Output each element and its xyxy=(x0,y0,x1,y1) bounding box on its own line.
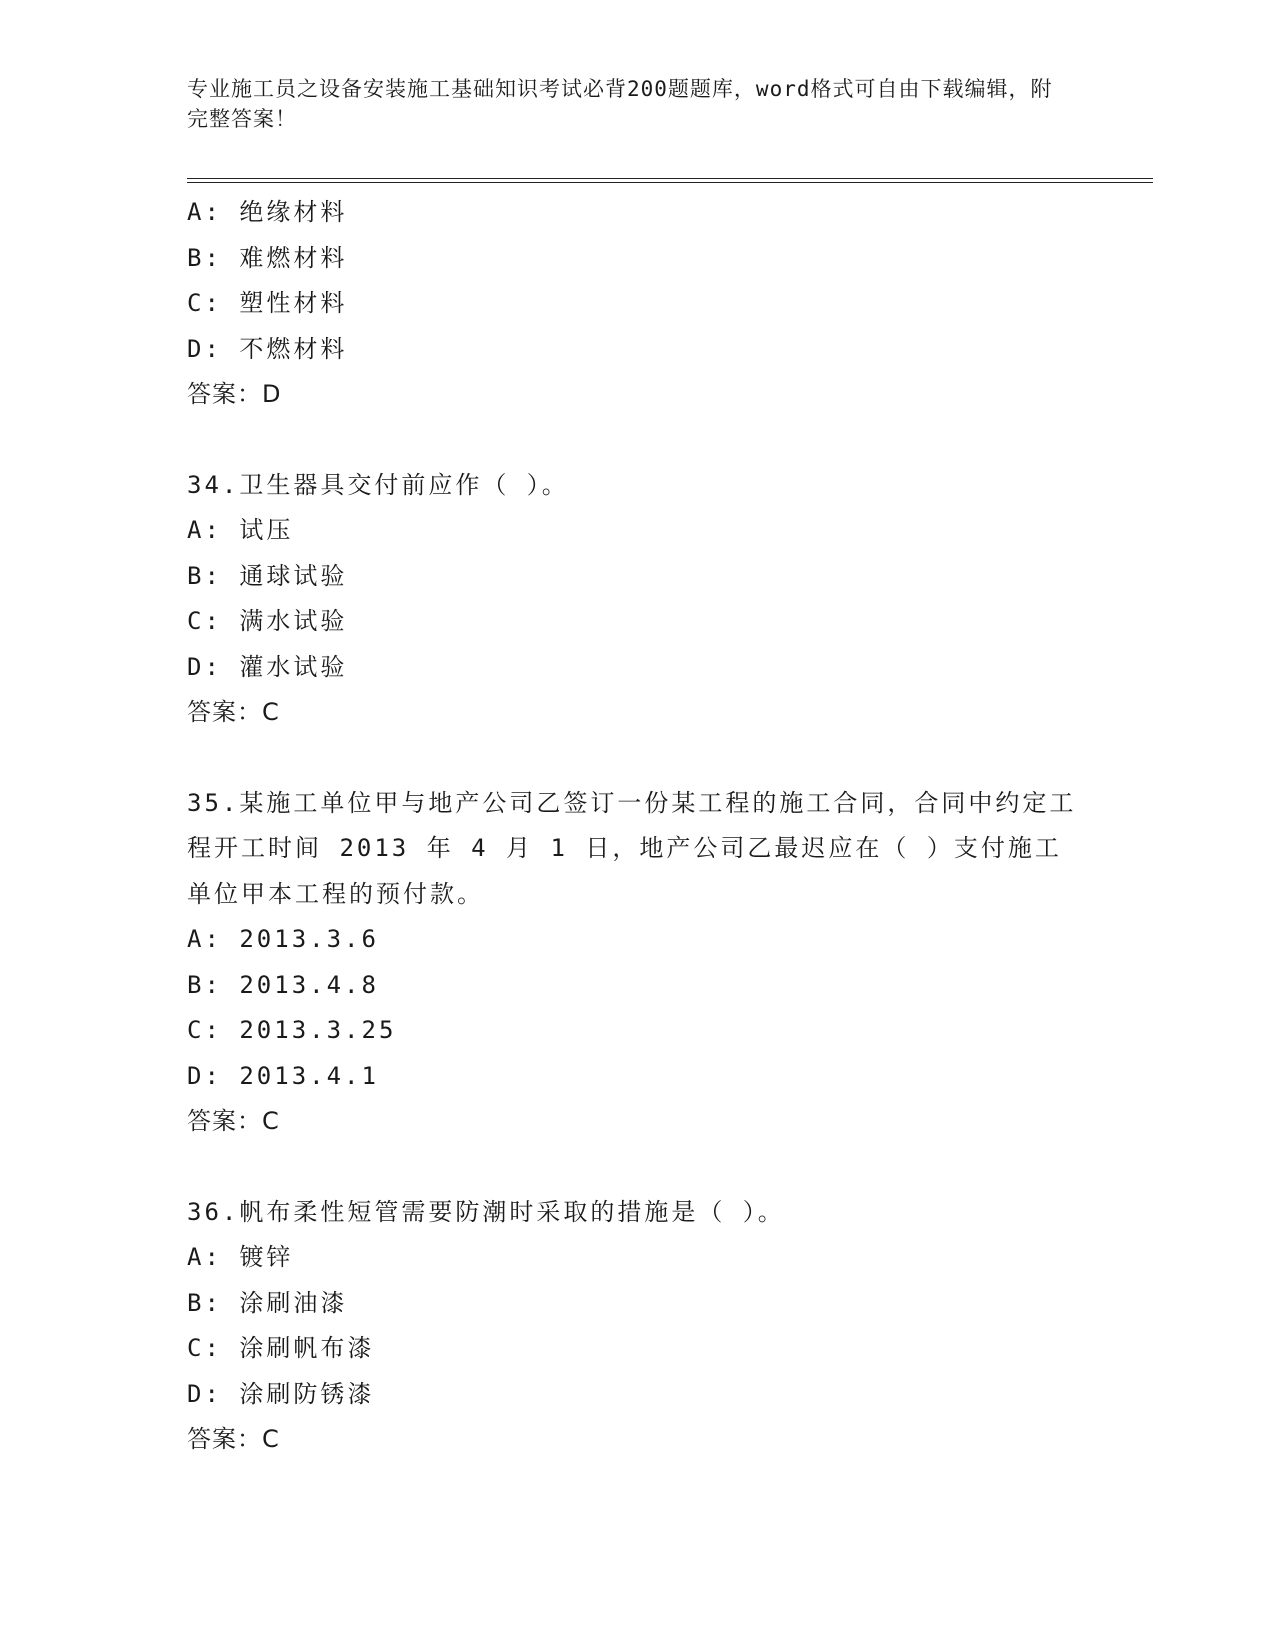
document-body xyxy=(187,190,1087,1463)
question-text: 34.卫生器具交付前应作（ ）。 xyxy=(187,470,569,499)
option-b: B: 涂刷油漆 xyxy=(187,1288,348,1317)
page-header: 专业施工员之设备安装施工基础知识考试必背200题题库，word格式可自由下载编辑，附完整答案！ xyxy=(187,77,1053,131)
option-a: A: 2013.3.6 xyxy=(187,925,379,953)
option-c: C: 2013.3.25 xyxy=(187,1016,397,1044)
option-c: C: 涂刷帆布漆 xyxy=(187,1334,375,1362)
option-a: A: 试压 xyxy=(187,516,294,544)
question-block-34 xyxy=(187,463,1087,736)
option-b: B: 难燃材料 xyxy=(187,243,348,272)
option-d: D: 2013.4.1 xyxy=(187,1061,379,1090)
option-d: D: 涂刷防锈漆 xyxy=(187,1379,375,1408)
option-a: A: 镀锌 xyxy=(187,1243,294,1271)
question-text: 35.某施工单位甲与地产公司乙签订一份某工程的施工合同，合同中约定工程开工时间 2013 年 4 月 1 日，地产公司乙最迟应在（ ）支付施工单位甲本工程的预付款。 xyxy=(187,788,1077,908)
answer-line: 答案：C xyxy=(187,1107,280,1135)
option-d: D: 不燃材料 xyxy=(187,334,348,363)
option-d: D: 灌水试验 xyxy=(187,652,348,681)
answer-line: 答案：C xyxy=(187,1425,280,1453)
answer-line: 答案：C xyxy=(187,698,280,726)
option-b: B: 2013.4.8 xyxy=(187,970,379,999)
question-block-36 xyxy=(187,1190,1087,1463)
header-divider-bottom xyxy=(187,182,1153,183)
option-b: B: 通球试验 xyxy=(187,561,348,590)
option-a: A: 绝缘材料 xyxy=(187,198,348,226)
option-c: C: 塑性材料 xyxy=(187,289,348,317)
header-divider-top xyxy=(187,178,1153,179)
question-block-33 xyxy=(187,190,1087,418)
question-block-35 xyxy=(187,781,1087,1145)
answer-line: 答案：D xyxy=(187,380,282,408)
option-c: C: 满水试验 xyxy=(187,607,348,635)
question-text: 36.帆布柔性短管需要防潮时采取的措施是（ ）。 xyxy=(187,1197,785,1226)
